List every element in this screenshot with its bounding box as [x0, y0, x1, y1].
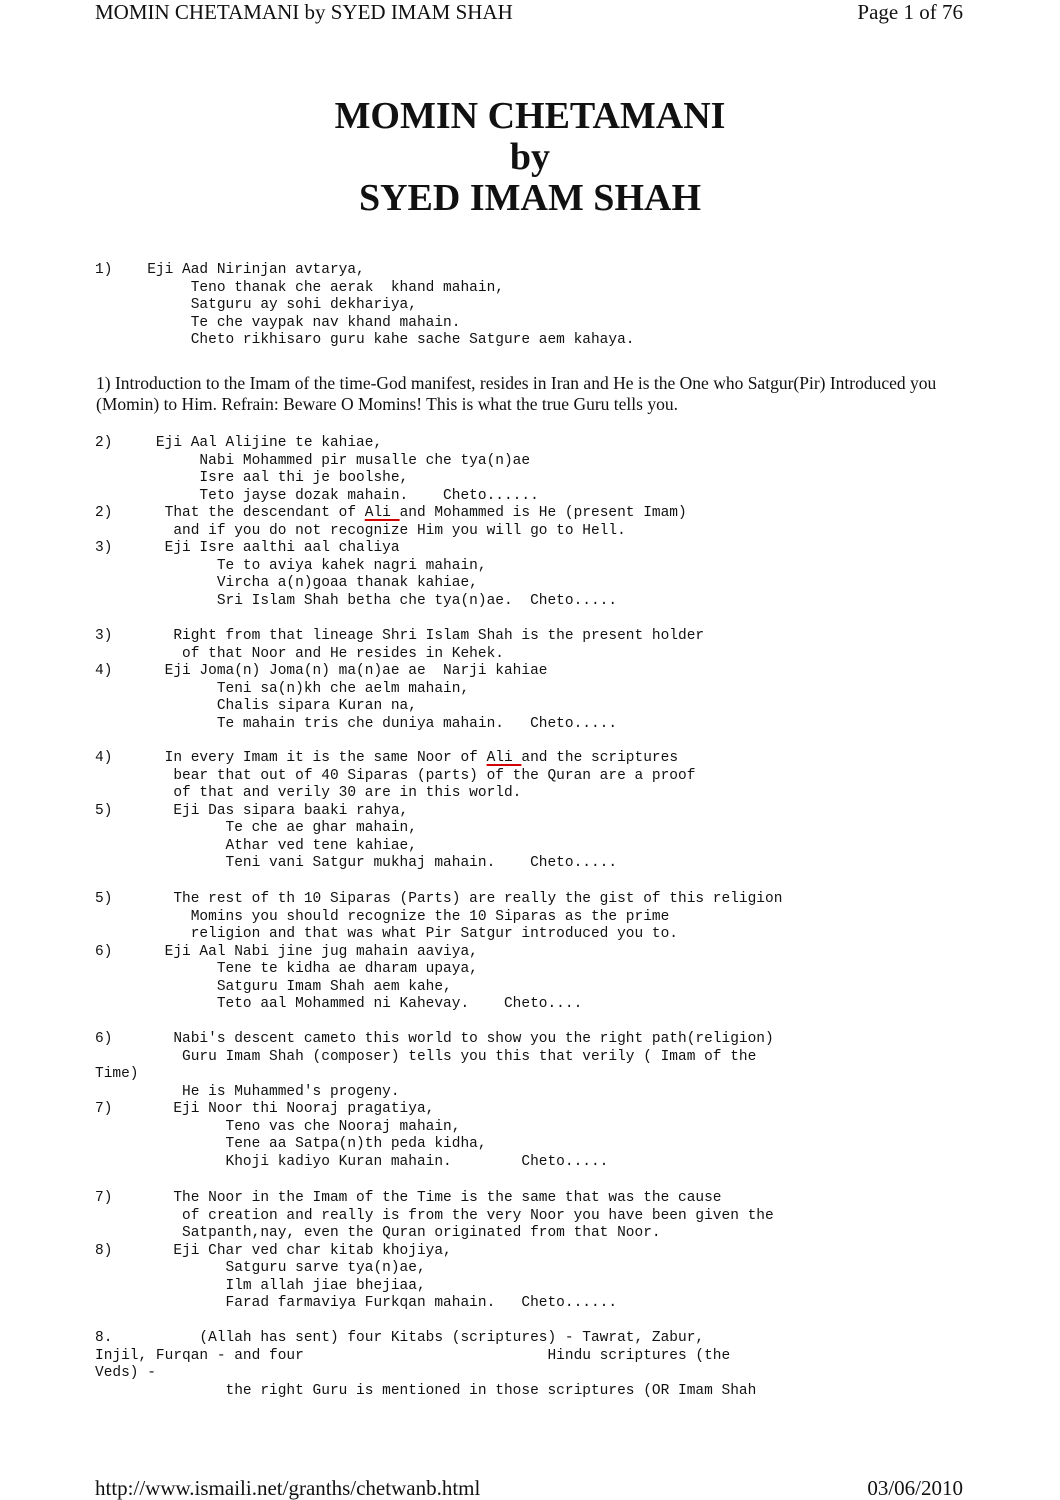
verse-2-and-3 [95, 435, 687, 610]
page-number: Page 1 of 76 [857, 0, 963, 24]
underlined-ali: Ali [364, 505, 400, 521]
verse-line: 8) Eji Char ved char kitab khojiya, [95, 1242, 452, 1259]
verse-line: Khoji kadiyo Kuran mahain. Cheto..... [95, 1153, 609, 1170]
verse-line: Tene aa Satpa(n)th peda kidha, [95, 1136, 487, 1152]
translation-7-verse-8 [95, 1190, 774, 1313]
translation-8 [95, 1330, 756, 1400]
translation-line: 5) The rest of th 10 Siparas (Parts) are really the gist of this religion [95, 891, 783, 907]
page-footer [95, 1476, 963, 1500]
verse-line: Ilm allah jiae bhejiaa, [95, 1277, 426, 1294]
verse-line: 1) Eji Aad Nirinjan avtarya, [95, 262, 365, 278]
translation-line: Guru Imam Shah (composer) tells you this that verily ( Imam of the [95, 1048, 757, 1065]
translation-line: 3) Right from that lineage Shri Islam Shah is the present holder [95, 628, 705, 644]
title-line-1: MOMIN CHETAMANI [334, 95, 726, 137]
verse-1 [95, 262, 635, 350]
document-title [0, 96, 1060, 219]
verse-line: Teto jayse dozak mahain. Cheto...... [95, 487, 539, 504]
verse-line: Farad farmaviya Furkqan mahain. Cheto...... [95, 1295, 618, 1311]
translation-line: Time) [95, 1066, 139, 1082]
verse-line: Isre aal thi je boolshe, [95, 470, 409, 486]
verse-line: Teni vani Satgur mukhaj mahain. Cheto..... [95, 855, 618, 871]
verse-line: 2) Eji Aal Alijine te kahiae, [95, 435, 383, 451]
title-line-3: SYED IMAM SHAH [358, 177, 702, 219]
verse-line: Teto aal Mohammed ni Kahevay. Cheto.... [95, 996, 583, 1012]
translation-line: bear that out of 40 Siparas (parts) of the Quran are a proof [95, 767, 696, 784]
verse-line: Te to aviya kahek nagri mahain, [95, 557, 487, 574]
verse-line: Nabi Mohammed pir musalle che tya(n)ae [95, 452, 531, 469]
verse-line: Te che ae ghar mahain, [95, 820, 417, 836]
translation-1: 1) Introduction to the Imam of the time-God manifest, resides in Iran and He is the One who Satgur(Pir) Introduced you (Momin) to Him. Refrain: Beware O Momins! This is what the true Guru tells you. [96, 373, 937, 414]
translation-5-verse-6 [95, 891, 782, 1014]
underlined-ali: Ali [486, 750, 522, 766]
translation-line: Injil, Furqan - and four Hindu scriptures (the [95, 1347, 731, 1364]
translation-4-verse-5 [95, 750, 695, 873]
verse-line: 3) Eji Isre aalthi aal chaliya [95, 540, 400, 556]
translation-line: of creation and really is from the very Noor you have been given the [95, 1207, 774, 1224]
translation-line: of that Noor and He resides in Kehek. [95, 645, 504, 662]
translation-line: 2) That the descendant of Ali and Mohammed is He (present Imam) [95, 505, 687, 521]
verse-line: Teni sa(n)kh che aelm mahain, [95, 680, 470, 697]
verse-line: Satguru sarve tya(n)ae, [95, 1260, 426, 1276]
print-date: 03/06/2010 [867, 1476, 963, 1500]
verse-line: Sri Islam Shah betha che tya(n)ae. Cheto..... [95, 592, 618, 609]
verse-line: Teno thanak che aerak khand mahain, [95, 279, 504, 296]
verse-line: Te mahain tris che duniya mahain. Cheto..... [95, 715, 618, 732]
translation-6-verse-7 [95, 1031, 774, 1171]
verse-line: Athar ved tene kahiae, [95, 837, 417, 854]
verse-line: Satguru ay sohi dekhariya, [95, 297, 417, 313]
translation-line: 8. (Allah has sent) four Kitabs (scriptures) - Tawrat, Zabur, [95, 1330, 705, 1346]
translation-line: Satpanth,nay, even the Quran originated from that Noor. [95, 1225, 661, 1241]
translation-line: Veds) - [95, 1365, 156, 1381]
translation-line: 6) Nabi's descent cameto this world to show you the right path(religion) [95, 1031, 774, 1047]
source-url: http://www.ismaili.net/granths/chetwanb.html [95, 1476, 481, 1500]
verse-line: Satguru Imam Shah aem kahe, [95, 978, 452, 995]
verse-line: Te che vaypak nav khand mahain. [95, 314, 461, 331]
translation-line: 7) The Noor in the Imam of the Time is the same that was the cause [95, 1190, 722, 1206]
translation-line: and if you do not recognize Him you will go to Hell. [95, 522, 626, 539]
verse-line: Cheto rikhisaro guru kahe sache Satgure aem kahaya. [95, 332, 635, 348]
verse-line: Vircha a(n)goaa thanak kahiae, [95, 575, 478, 591]
verse-line: Teno vas che Nooraj mahain, [95, 1118, 461, 1135]
verse-line: 7) Eji Noor thi Nooraj pragatiya, [95, 1101, 435, 1117]
translation-line: religion and that was what Pir Satgur introduced you to. [95, 926, 678, 942]
verse-line: 6) Eji Aal Nabi jine jug mahain aaviya, [95, 943, 478, 960]
translation-line: 4) In every Imam it is the same Noor of Ali and the scriptures [95, 750, 679, 766]
verse-line: 5) Eji Das sipara baaki rahya, [95, 802, 409, 819]
page-header [95, 0, 963, 24]
translation-line: of that and verily 30 are in this world. [95, 785, 522, 801]
translation-line: the right Guru is mentioned in those scriptures (OR Imam Shah [95, 1382, 757, 1399]
header-title: MOMIN CHETAMANI by SYED IMAM SHAH [95, 0, 513, 24]
verse-line: Tene te kidha ae dharam upaya, [95, 961, 478, 977]
verse-line: Chalis sipara Kuran na, [95, 698, 417, 714]
title-line-2: by [509, 136, 551, 178]
translation-3-verse-4 [95, 628, 704, 733]
translation-line: Momins you should recognize the 10 Siparas as the prime [95, 908, 670, 925]
translation-line: He is Muhammed's progeny. [95, 1083, 400, 1100]
verse-line: 4) Eji Joma(n) Joma(n) ma(n)ae ae Narji kahiae [95, 663, 548, 679]
